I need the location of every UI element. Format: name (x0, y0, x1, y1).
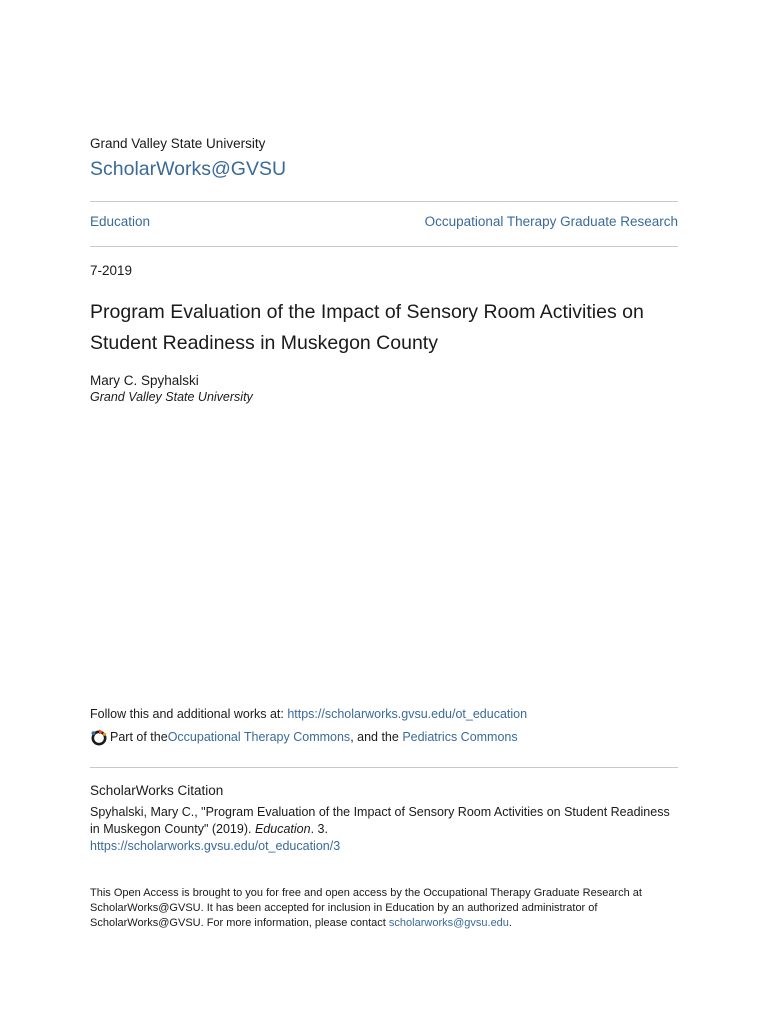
access-end: . (508, 917, 512, 929)
collection-link-education[interactable]: Education (90, 214, 151, 229)
citation-main: Spyhalski, Mary C., "Program Evaluation of the Impact of Sensory Room Activities on Student Readiness in Muskegon County" (2019). (90, 805, 670, 836)
divider (90, 201, 678, 202)
institution-name: Grand Valley State University (90, 136, 266, 151)
commons-link-occupational-therapy[interactable]: Occupational Therapy Commons (167, 730, 351, 744)
network-commons-icon (90, 728, 108, 746)
contact-email-link[interactable]: scholarworks@gvsu.edu (388, 917, 509, 929)
part-of-line (90, 728, 518, 746)
citation-series: Education (254, 822, 311, 836)
document-title: Program Evaluation of the Impact of Sensory Room Activities on Student Readiness in Muskegon County (90, 301, 644, 354)
author-name: Mary C. Spyhalski (90, 373, 199, 388)
divider (90, 246, 678, 247)
part-of-middle: , and the (350, 730, 403, 744)
citation-heading: ScholarWorks Citation (90, 783, 224, 798)
commons-link-pediatrics[interactable]: Pediatrics Commons (402, 730, 518, 744)
author-affiliation: Grand Valley State University (90, 390, 253, 404)
citation-number: . 3. (310, 822, 328, 836)
collection-link-ot-research[interactable]: Occupational Therapy Graduate Research (424, 214, 678, 229)
part-of-prefix: Part of the (110, 730, 168, 744)
open-access-statement (90, 886, 678, 931)
access-text: This Open Access is brought to you for free and open access by the Occupational Therapy Graduate Research at ScholarWorks@GVSU. It has been accepted for inclusion in Education by an authorized administrator of ScholarWorks@GVSU. For more information, please contact (90, 887, 642, 929)
publication-date: 7-2019 (90, 263, 133, 278)
divider (90, 767, 678, 768)
repository-link[interactable]: ScholarWorks@GVSU (90, 158, 287, 180)
citation-text (90, 804, 678, 855)
follow-line (90, 707, 527, 721)
follow-url-link[interactable]: https://scholarworks.gvsu.edu/ot_education (287, 707, 528, 721)
citation-url-link[interactable]: https://scholarworks.gvsu.edu/ot_education/3 (90, 839, 341, 853)
follow-prefix: Follow this and additional works at: (90, 707, 288, 721)
